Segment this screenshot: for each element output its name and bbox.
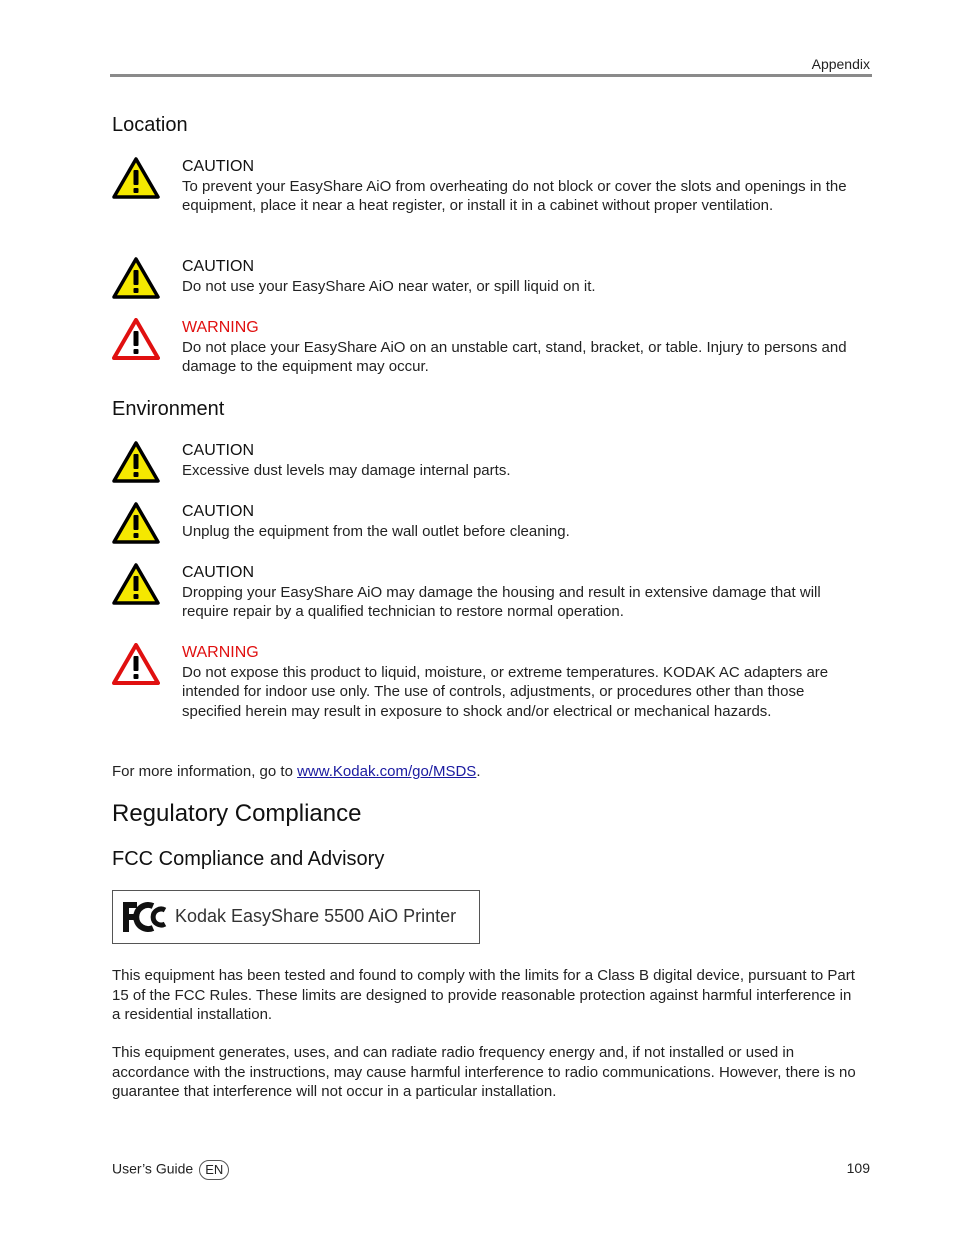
section-title-fcc: FCC Compliance and Advisory bbox=[112, 848, 385, 870]
warning-icon bbox=[112, 643, 160, 685]
header-rule bbox=[110, 74, 872, 77]
notice-label: CAUTION bbox=[182, 564, 254, 581]
notice-label: WARNING bbox=[182, 644, 259, 661]
footer-guide bbox=[112, 1160, 229, 1180]
notice-text: Do not use your EasyShare AiO near water, or spill liquid on it. bbox=[182, 277, 596, 295]
notice-text: Dropping your EasyShare AiO may damage the housing and result in extensive damage that will require repair by a qualified technician to restore normal operation. bbox=[182, 583, 821, 620]
notice-label: CAUTION bbox=[182, 258, 254, 275]
fcc-paragraph: This equipment has been tested and found to comply with the limits for a Class B digital device, pursuant to Part 15 of the FCC Rules. These limits are designed to provide reasonable protection against harmful interference in a residential installation. bbox=[112, 967, 855, 1023]
fcc-label-box bbox=[112, 890, 480, 944]
caution-icon bbox=[112, 563, 160, 605]
section-title-location: Location bbox=[112, 114, 188, 136]
notice-label: WARNING bbox=[182, 319, 259, 336]
caution-icon bbox=[112, 157, 160, 199]
caution-icon bbox=[112, 502, 160, 544]
fcc-paragraph: This equipment generates, uses, and can radiate radio frequency energy and, if not installed or used in accordance with the instructions, may cause harmful interference to radio communications. However, there is no guarantee that interference will not occur in a particular installation. bbox=[112, 1044, 856, 1100]
notice-text: Excessive dust levels may damage internal parts. bbox=[182, 461, 511, 479]
section-title-regulatory: Regulatory Compliance bbox=[112, 800, 362, 827]
running-header: Appendix bbox=[811, 56, 870, 72]
warning-icon bbox=[112, 318, 160, 360]
notice-label: CAUTION bbox=[182, 503, 254, 520]
msds-link[interactable]: www.Kodak.com/go/MSDS bbox=[297, 763, 477, 780]
fcc-logo-icon bbox=[121, 900, 169, 934]
notice-label: CAUTION bbox=[182, 442, 254, 459]
more-info-prefix: For more information, go to bbox=[112, 763, 298, 780]
fcc-product-label: Kodak EasyShare 5500 AiO Printer bbox=[175, 906, 457, 926]
notice-text: Do not expose this product to liquid, moisture, or extreme temperatures. KODAK AC adapters are intended for indoor use only. The use of controls, adjustments, or procedures other than those specified herein may result in exposure to shock and/or electrical or mechanical hazards. bbox=[182, 663, 829, 720]
more-info-line bbox=[112, 762, 862, 782]
footer-guide-label: User’s Guide bbox=[112, 1160, 194, 1177]
page-number: 109 bbox=[846, 1160, 870, 1176]
notice-text: To prevent your EasyShare AiO from overheating do not block or cover the slots and openings in the equipment, place it near a heat register, or install it in a cabinet without proper ventilation. bbox=[182, 177, 847, 214]
language-badge: EN bbox=[199, 1160, 229, 1180]
more-info-suffix: . bbox=[476, 763, 481, 780]
notice-label: CAUTION bbox=[182, 158, 254, 175]
caution-icon bbox=[112, 257, 160, 299]
section-title-environment: Environment bbox=[112, 398, 225, 420]
notice-text: Unplug the equipment from the wall outlet before cleaning. bbox=[182, 522, 570, 540]
caution-icon bbox=[112, 441, 160, 483]
notice-text: Do not place your EasyShare AiO on an unstable cart, stand, bracket, or table. Injury to persons and damage to the equipment may occur. bbox=[182, 338, 847, 375]
